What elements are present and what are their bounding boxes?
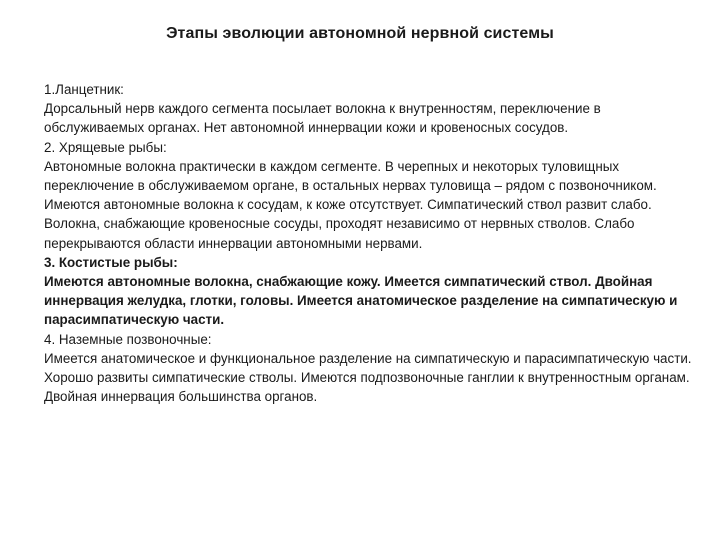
section-heading: 1.Ланцетник: <box>44 82 124 97</box>
section-bony-fish <box>44 253 694 330</box>
section-text: Автономные волокна практически в каждом сегменте. В черепных и некоторых туловищных переключение в обслуживаемом органе, в остальных нервах туловища – рядом с позвоночником. Имеются автономные волокна к сосудам, к коже отсутствует. Симпатический ствол развит слабо. Волокна, снабжающие кровеносные сосуды, проходят независимо от нервных стволов. Слабо перекрываются области иннервации автономными нервами. <box>44 158 657 251</box>
section-cartilaginous-fish <box>44 138 694 253</box>
section-heading: 2. Хрящевые рыбы: <box>44 139 167 155</box>
section-heading: 3. Костистые рыбы: <box>44 254 178 270</box>
section-text: Дорсальный нерв каждого сегмента посылает волокна к внутренностям, переключение в обслуживаемых органах. Нет автономной иннервации кожи и кровеносных сосудов. <box>44 101 601 136</box>
slide-title: Этапы эволюции автономной нервной системы <box>166 25 554 42</box>
section-text: Имеются автономные волокна, снабжающие кожу. Имеется симпатический ствол. Двойная иннервация желудка, глотки, головы. Имеется анатомическое разделение на симпатическую и парасимпатическую части. <box>44 274 678 328</box>
section-text: Имеется анатомическое и функциональное разделение на симпатическую и парасимпатическую части. Хорошо развиты симпатические стволы. Имеются подпозвоночные ганглии к внутренностным органам. Двойная иннервация большинства органов. <box>44 350 692 405</box>
slide-content <box>44 80 694 406</box>
section-lancelet <box>44 80 694 138</box>
section-heading: 4. Наземные позвоночные: <box>44 331 212 347</box>
section-land-vertebrates <box>44 330 694 407</box>
